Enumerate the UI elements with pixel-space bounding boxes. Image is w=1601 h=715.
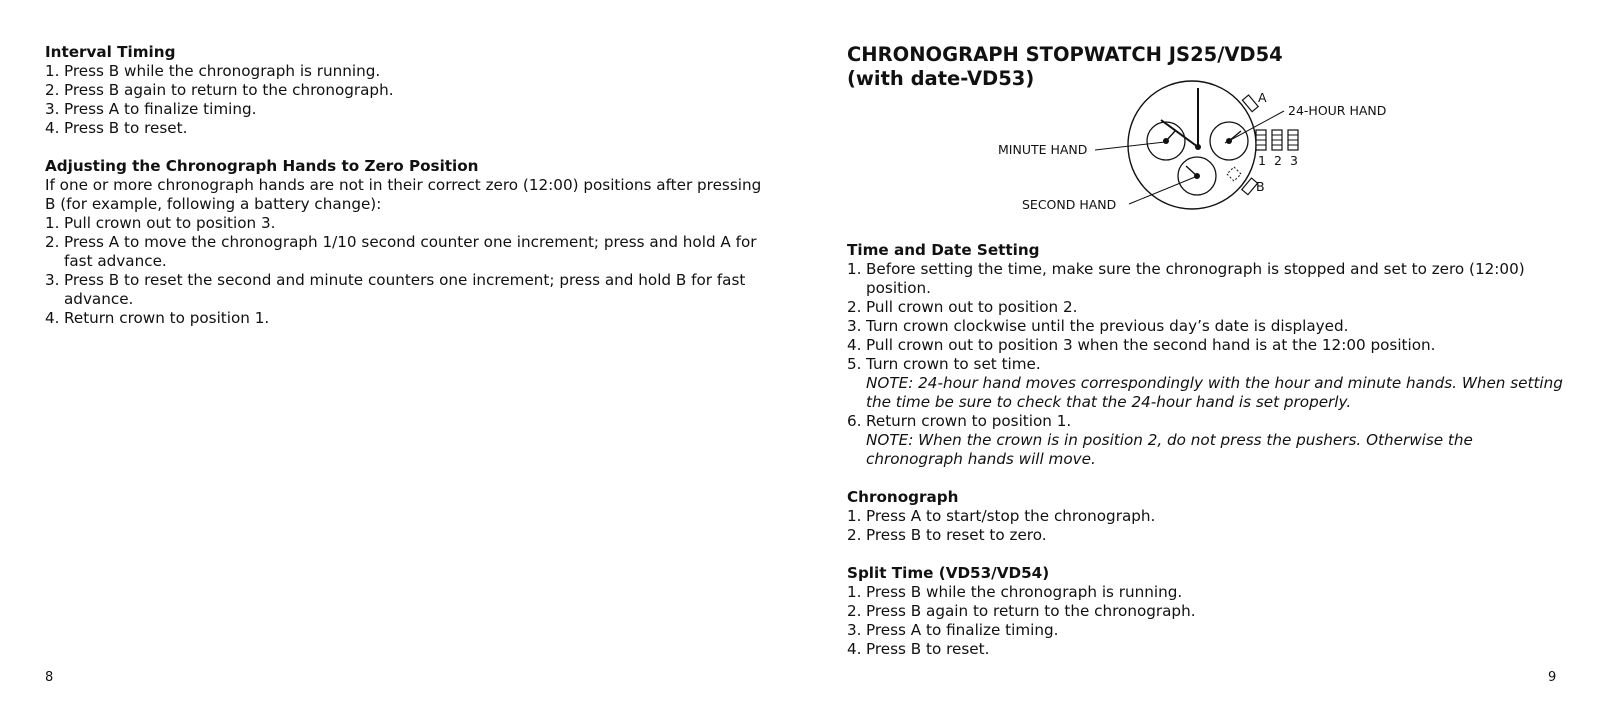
interval-timing-section [45,43,765,138]
zero-position-section [45,157,765,328]
time-date-section [847,241,1567,469]
title-line-2: (with date-VD53) [847,67,1035,90]
page-number-left: 8 [45,670,54,685]
list-item: 2. Press A to move the chronograph 1/10 second counter one increment; press and hold A for fast advance. [45,233,757,270]
split-time-heading: Split Time (VD53/VD54) [847,564,1050,582]
list-item: 2. Pull crown out to position 2. [847,298,1078,316]
list-item: 3. Press B to reset the second and minute counters one increment; press and hold B for fast advance. [45,271,746,308]
list-item: 1. Press B while the chronograph is running. [45,62,381,80]
watch-diagram-svg [990,72,1410,222]
list-item: 3. Turn crown clockwise until the previous day’s date is displayed. [847,317,1349,335]
list-item: 4. Return crown to position 1. [45,309,270,327]
list-item: 4. Press B to reset. [847,640,990,658]
chronograph-steps [847,507,1567,545]
list-item: 1. Before setting the time, make sure the chronograph is stopped and set to zero (12:00) position. [847,260,1525,297]
time-date-steps [847,260,1567,469]
time-date-heading: Time and Date Setting [847,241,1040,259]
crown-position-1: 1 [1258,153,1266,168]
main-hand-pivot [1195,144,1201,150]
title-line-1: CHRONOGRAPH STOPWATCH JS25/VD54 [847,43,1283,66]
list-item: 1. Pull crown out to position 3. [45,214,276,232]
list-item: 1. Press A to start/stop the chronograph. [847,507,1156,525]
list-item: 4. Press B to reset. [45,119,188,137]
note-text: NOTE: When the crown is in position 2, do not press the pushers. Otherwise the chronograph hands will move. [866,431,1473,468]
watch-diagram [990,72,1410,222]
list-item: 6. Return crown to position 1. NOTE: When the crown is in position 2, do not press the pushers. Otherwise the chronograph hands will move. [847,412,1567,469]
list-item: 3. Press A to finalize timing. [847,621,1059,639]
label-second-hand: SECOND HAND [1022,197,1117,212]
list-item: 4. Pull crown out to position 3 when the second hand is at the 12:00 position. [847,336,1436,354]
chronograph-section [847,488,1567,545]
zero-position-intro: If one or more chronograph hands are not in their correct zero (12:00) positions after pressing B (for example, following a battery change): [45,176,762,213]
label-24-hour-hand: 24-HOUR HAND [1288,103,1387,118]
list-item: 5. Turn crown to set time. NOTE: 24-hour hand moves correspondingly with the hour and minute hands. When setting the time be sure to check that the 24-hour hand is set properly. [847,355,1567,412]
zero-position-heading: Adjusting the Chronograph Hands to Zero Position [45,157,479,175]
chronograph-heading: Chronograph [847,488,959,506]
label-minute-hand: MINUTE HAND [998,142,1088,157]
crown-position-3: 3 [1290,153,1298,168]
label-b: B [1256,179,1265,194]
interval-timing-heading: Interval Timing [45,43,176,61]
split-time-section [847,564,1567,659]
list-item: 2. Press B again to return to the chronograph. [847,602,1196,620]
left-page [45,43,765,347]
list-item: 3. Press A to finalize timing. [45,100,257,118]
list-item: 1. Press B while the chronograph is running. [847,583,1183,601]
crown-position-2: 2 [1274,153,1282,168]
date-window [1227,167,1241,181]
list-item: 2. Press B to reset to zero. [847,526,1047,544]
list-item: 2. Press B again to return to the chronograph. [45,81,394,99]
zero-position-steps [45,214,765,328]
note-text: NOTE: 24-hour hand moves correspondingly with the hour and minute hands. When setting the time be sure to check that the 24-hour hand is set properly. [866,374,1563,411]
split-time-steps [847,583,1567,659]
interval-timing-steps [45,62,765,138]
label-a: A [1258,90,1267,105]
page-number-right: 9 [1548,670,1557,685]
crown-stack [1256,130,1298,150]
